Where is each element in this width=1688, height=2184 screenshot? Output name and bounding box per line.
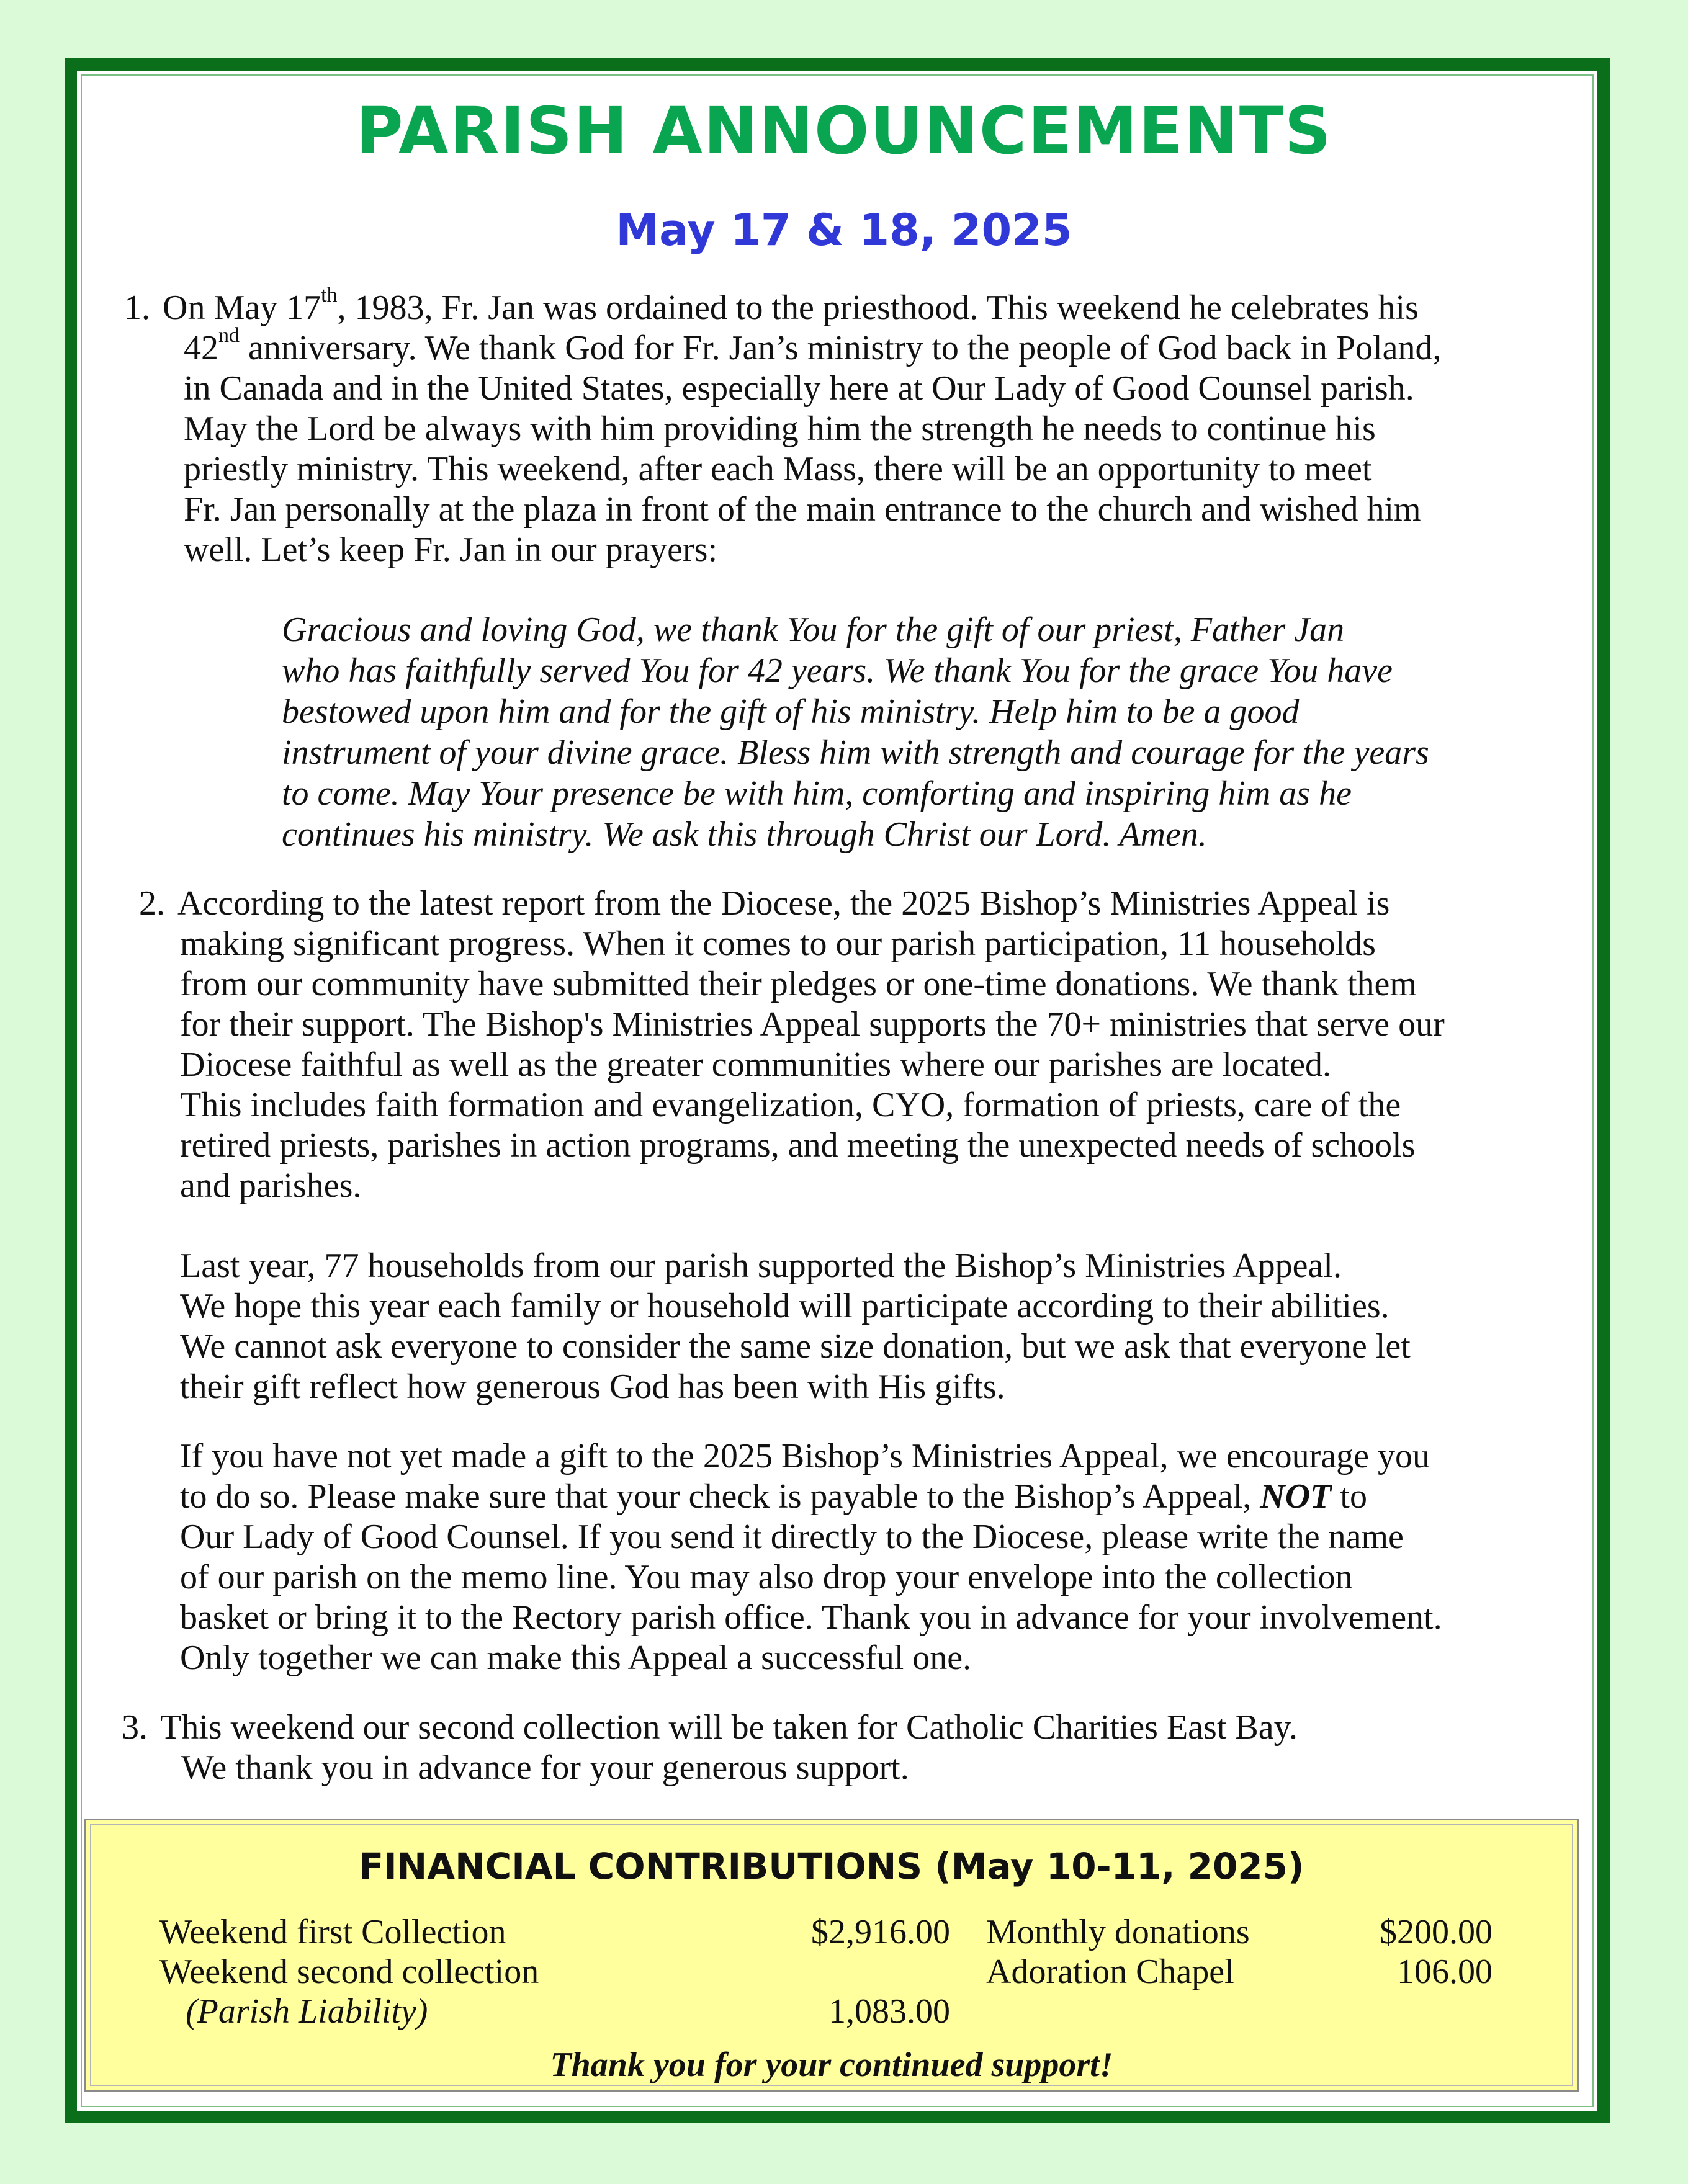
item-line: well. Let’s keep Fr. Jan in our prayers: xyxy=(184,530,718,569)
prayer-line: continues his ministry. We ask this through Christ our Lord. Amen. xyxy=(282,815,1207,854)
monthly-donations-label: Monthly donations xyxy=(986,1913,1250,1951)
financial-title: FINANCIAL CONTRIBUTIONS (May 10-11, 2025) xyxy=(359,1845,1304,1887)
paragraph-line: Only together we can make this Appeal a successful one. xyxy=(180,1639,972,1677)
item-line: making significant progress. When it comes to our parish participation, 11 households xyxy=(180,924,1376,963)
adoration-chapel-label: Adoration Chapel xyxy=(986,1953,1234,1991)
item-number: 1. xyxy=(124,289,150,327)
first-collection-label: Weekend first Collection xyxy=(159,1913,506,1951)
item-line: May the Lord be always with him providing him the strength he needs to continue his xyxy=(184,410,1376,448)
page-title: PARISH ANNOUNCEMENTS xyxy=(356,93,1332,169)
second-collection-amount: 1,083.00 xyxy=(828,1992,950,2031)
announcement-item-2 xyxy=(139,884,1445,1206)
paragraph-line: of our parish on the memo line. You may also drop your envelope into the collection xyxy=(180,1558,1353,1596)
announcement-item-1 xyxy=(124,284,1442,570)
paragraph-line: to do so. Please make sure that your check is payable to the Bishop’s Appeal, NOT to xyxy=(180,1477,1367,1516)
paragraph-line: Our Lady of Good Counsel. If you send it directly to the Diocese, please write the name xyxy=(180,1518,1404,1556)
item-line: This weekend our second collection will be taken for Catholic Charities East Bay. xyxy=(160,1708,1298,1747)
item-line: for their support. The Bishop's Ministries Appeal supports the 70+ ministries that serve our xyxy=(180,1005,1445,1044)
item-line: priestly ministry. This weekend, after each Mass, there will be an opportunity to meet xyxy=(184,450,1372,488)
thank-you-note: Thank you for your continued support! xyxy=(550,2046,1113,2084)
paragraph-line: basket or bring it to the Rectory parish office. Thank you in advance for your involvement. xyxy=(180,1598,1442,1637)
paragraph-line: If you have not yet made a gift to the 2025 Bishop’s Ministries Appeal, we encourage you xyxy=(180,1437,1430,1475)
item-line: 42nd anniversary. We thank God for Fr. Jan’s ministry to the people of God back in Poland, xyxy=(184,324,1442,367)
item-line: and parishes. xyxy=(180,1166,362,1205)
paragraph-line: Last year, 77 households from our parish supported the Bishop’s Ministries Appeal. xyxy=(180,1246,1342,1285)
paragraph-line: their gift reflect how generous God has been with His gifts. xyxy=(180,1367,1005,1406)
item-line: retired priests, parishes in action programs, and meeting the unexpected needs of schools xyxy=(180,1126,1416,1165)
prayer-line: to come. May Your presence be with him, comforting and inspiring him as he xyxy=(282,774,1352,813)
item-line: This includes faith formation and evangelization, CYO, formation of priests, care of the xyxy=(180,1086,1401,1124)
appeal-paragraph-3 xyxy=(180,1436,1442,1678)
second-collection-label: Weekend second collection xyxy=(159,1953,539,1991)
prayer-line: Gracious and loving God, we thank You for the gift of our priest, Father Jan xyxy=(282,611,1345,649)
item-line: On May 17th, 1983, Fr. Jan was ordained to the priesthood. This weekend he celebrates his xyxy=(163,284,1419,327)
item-line: We thank you in advance for your generous support. xyxy=(181,1748,909,1787)
emphasis-not: NOT xyxy=(1260,1477,1332,1516)
item-line: Fr. Jan personally at the plaza in front of the main entrance to the church and wished him xyxy=(184,490,1421,529)
paragraph-line: We cannot ask everyone to consider the same size donation, but we ask that everyone let xyxy=(180,1327,1411,1366)
prayer-line: bestowed upon him and for the gift of his ministry. Help him to be a good xyxy=(282,692,1300,731)
appeal-paragraph-2 xyxy=(180,1246,1411,1407)
announcement-date: May 17 & 18, 2025 xyxy=(616,205,1072,256)
announcement-item-3 xyxy=(122,1707,1298,1788)
first-collection-amount: $2,916.00 xyxy=(811,1913,950,1951)
item-number: 2. xyxy=(139,884,165,923)
item-line: According to the latest report from the Diocese, the 2025 Bishop’s Ministries Appeal is xyxy=(177,884,1390,923)
item-line: in Canada and in the United States, especially here at Our Lady of Good Counsel parish. xyxy=(184,369,1414,408)
adoration-chapel-amount: 106.00 xyxy=(1397,1953,1493,1991)
financial-contributions-box xyxy=(84,1819,1579,2092)
monthly-donations-amount: $200.00 xyxy=(1380,1913,1493,1951)
prayer-line: instrument of your divine grace. Bless him with strength and courage for the years xyxy=(282,733,1429,772)
item-line: Diocese faithful as well as the greater communities where our parishes are located. xyxy=(180,1045,1332,1084)
item-line: from our community have submitted their pledges or one-time donations. We thank them xyxy=(180,965,1417,1003)
parish-liability-label: (Parish Liability) xyxy=(186,1992,428,2031)
paragraph-line: We hope this year each family or household will participate according to their abilities. xyxy=(180,1287,1389,1325)
item-number: 3. xyxy=(122,1708,148,1747)
prayer-line: who has faithfully served You for 42 years. We thank You for the grace You have xyxy=(282,651,1393,690)
prayer-text xyxy=(282,609,1429,855)
